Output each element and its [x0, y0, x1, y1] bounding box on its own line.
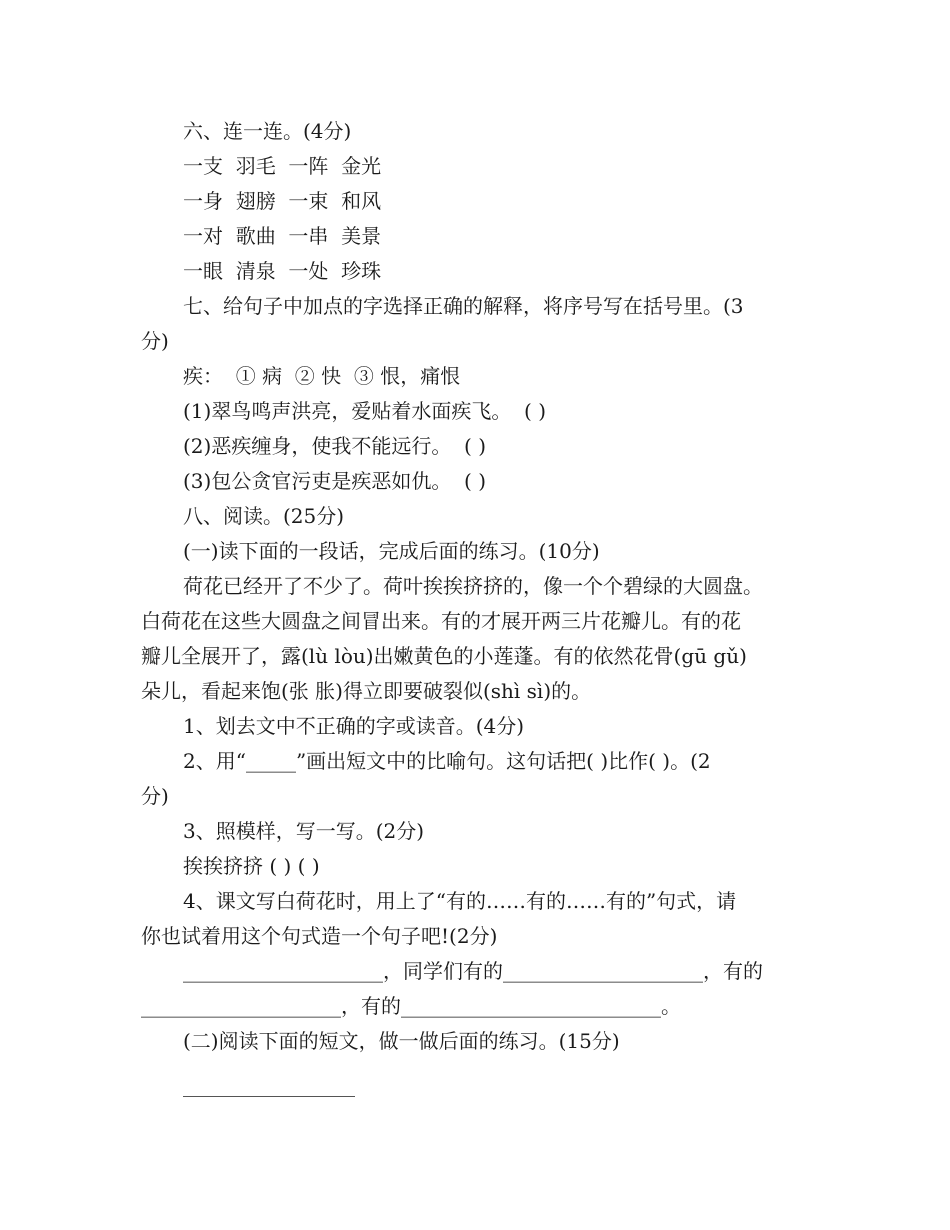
match-row-3: 一对 歌曲 一串 美景 [183, 224, 382, 248]
exercise-2: 2、用“_____”画出短文中的比喻句。这句话把( )比作( )。(2 [183, 749, 711, 773]
passage-line-4: 朵儿，看起来饱(张 胀)得立即要破裂似(shì sì)的。 [141, 679, 592, 703]
document-body [141, 114, 811, 1059]
question-7-1: (1)翠鸟鸣声洪亮，爱贴着水面疾飞。 ( ) [183, 399, 547, 423]
passage-line-1: 荷花已经开了不少了。荷叶挨挨挤挤的，像一个个碧绿的大圆盘。 [183, 574, 763, 598]
reading-one-title: (一)读下面的一段话，完成后面的练习。(10分) [183, 539, 600, 563]
exercise-2-cont: 分) [141, 784, 169, 808]
footnote-divider [183, 1096, 355, 1097]
match-row-4: 一眼 清泉 一处 珍珠 [183, 259, 382, 283]
match-row-2: 一身 翅膀 一束 和风 [183, 189, 382, 213]
ji-definitions: 疾： ① 病 ② 快 ③ 恨，痛恨 [183, 364, 461, 388]
section-seven-title: 七、给句子中加点的字选择正确的解释，将序号写在括号里。(3 [183, 294, 744, 318]
section-eight-title: 八、阅读。(25分) [183, 504, 345, 528]
fill-in-line-1: ____________________，同学们有的____________________，有的 [183, 959, 763, 983]
reading-two-title: (二)阅读下面的短文，做一做后面的练习。(15分) [183, 1029, 620, 1053]
fill-in-line-2: ____________________，有的__________________________。 [141, 994, 681, 1018]
passage-line-3: 瓣儿全展开了，露(lù lòu)出嫩黄色的小莲蓬。有的依然花骨(gū gǔ) [141, 644, 747, 668]
exercise-3-example: 挨挨挤挤 ( ) ( ) [183, 854, 320, 878]
exercise-3: 3、照模样，写一写。(2分) [183, 819, 425, 843]
match-row-1: 一支 羽毛 一阵 金光 [183, 154, 382, 178]
exercise-1: 1、划去文中不正确的字或读音。(4分) [183, 714, 525, 738]
passage-line-2: 白荷花在这些大圆盘之间冒出来。有的才展开两三片花瓣儿。有的花 [141, 609, 741, 633]
exercise-4-cont: 你也试着用这个句式造一个句子吧!(2分) [141, 924, 498, 948]
question-7-3: (3)包公贪官污吏是疾恶如仇。 ( ) [183, 469, 487, 493]
exercise-4: 4、课文写白荷花时，用上了“有的……有的……有的”句式，请 [183, 889, 737, 913]
question-7-2: (2)恶疾缠身，使我不能远行。 ( ) [183, 434, 487, 458]
section-six-title: 六、连一连。(4分) [183, 119, 352, 143]
section-seven-title-cont: 分) [141, 329, 169, 353]
